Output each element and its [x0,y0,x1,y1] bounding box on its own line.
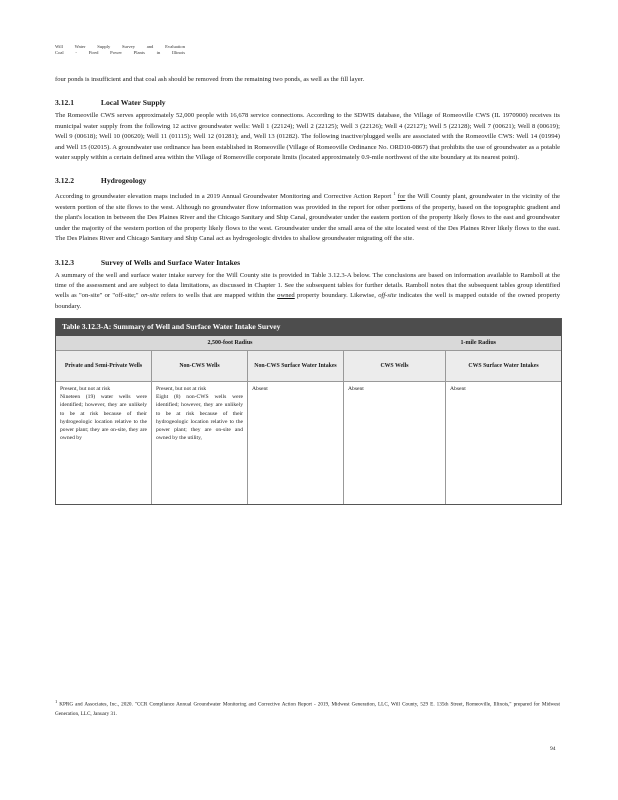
survey-italic-on-site: on-site [140,292,159,300]
column-header-non-cws-wells: Non-CWS Wells [152,351,248,381]
local-water-supply-paragraph: The Romeoville CWS serves approximately 52,000 people with 16,678 service connections. According to the SDWIS database, the Village of Romeoville CWS (IL 1970900) receives its municipal water supply from the following 12 active groundwater wells: Well 1 (22124); Well 2 (22125); Well 3 (22126); Well 4 (22127); Well 5 (22128); Well 7 (00621); Well 8 (00619); Well 9 (00618); Well 10 (00620); Well 11 (01115); Well 12 (01281); and, Well 13 (01282). The following inactive/plugged wells are associated with the Romeoville CWS: Well 14 (01994) and Well 15 (02015). A groundwater use ordinance has been established in Romeoville (Village of Romeoville Ordinance No. ORD10-0867) that prohibits the use of groundwater as a potable water supply within a certain defined area within the Village of Romeoville corporate limits (located approximately 0.9-mile northwest of the site boundary at its nearest point). [55,112,560,162]
hydrogeology-text-a: According to groundwater elevation maps included in a 2019 Annual Groundwater Monitoring and Corrective Action Report [55,193,392,201]
footnote-reference[interactable]: 1 [393,191,396,197]
header-line-1: Will Water Supply Survey and Evaluation [55,44,185,49]
hydrogeology-text-c: the Will County plant, groundwater in the vicinity of the western portion of the site flows to the west. Although no groundwater flow information was provided in the report for other portions of the property, based on the topographic gradient and the plant's location in between the Des Plaines River and the Chicago Sanitary and Ship Canal, groundwater under the eastern portion of the property likely flows to the east and groundwater under the majority of the western portion of the property likely flows to the west. Groundwater under the small area of the site located west of the Des Plaines River likely flows to the east. The Des Plaines River and Chicago Sanitary and Ship Canal act as hydrogeologic divides to shallow groundwater migrating off the site. [55,193,560,243]
footnote [55,697,560,719]
header-line-2: Coal - Fired Power Plants in Illinois [55,50,185,55]
column-header-private-wells: Private and Semi-Private Wells [56,351,152,381]
column-header-non-cws-intakes: Non-CWS Surface Water Intakes [248,351,344,381]
hydrogeology-paragraph [55,189,560,244]
table-column-header-row [56,350,561,382]
summary-table [55,318,562,505]
table-cell-non-cws-wells: Present, but not at risk Eight (8) non-CWS wells were identified; however, they are unlikely to be at risk because of their hydrogeologic location relative to the power plant; they are on-site and owned by the utility, [152,382,248,504]
section-title: Survey of Wells and Surface Water Intakes [100,257,241,267]
group-header-2500-foot: 2,500-foot Radius [207,340,253,347]
column-header-cws-intakes: CWS Surface Water Intakes [468,363,539,370]
running-header [55,44,560,56]
survey-italic-off-site: off-site [378,292,397,300]
section-number: 3.12.3 [55,257,74,267]
table-row [56,382,561,504]
table-group-header-row [56,336,561,350]
survey-text-7: indicates the well is mapped outside of the owned property boundary. [55,292,561,310]
column-header-cws-wells: CWS Wells [344,351,446,381]
table-cell-cws-wells: Absent [344,382,446,504]
survey-text-5: property boundary. Likewise, [297,292,376,300]
section-title: Local Water Supply [100,98,166,108]
section-heading-hydrogeology [55,176,560,186]
table-cell-private-wells: Present, but not at risk Nineteen (19) water wells were identified; however, they are unlikely to be at risk because of their hydrogeologic location relative to the power plant; they are on-site, they are owned by [56,382,152,504]
document-page [55,44,560,505]
table-cell-cws-intakes: Absent [450,386,466,393]
group-header-1-mile: 1-mile Radius [460,340,496,347]
section-number: 3.12.2 [55,176,74,186]
section-heading-survey [55,258,560,268]
hydrogeology-underlined-word: for [397,193,406,201]
survey-text-1: A summary of the well and surface water intake survey for the Will County site is provided in Table 3.12.3-A below. The conclusions are based on information available to Ramboll at the time of the assessment and are subject to data limitations, as discussed in Chapter 1. See the subsequent tables for further details. Ramboll notes that the subsequent tables group identified wells as "on-site" or "off-site;" [55,271,560,300]
footnote-text: KPRG and Associates, Inc., 2020. "CCR Compliance Annual Groundwater Monitoring and Corrective Action Report - 2019, Midwest Generation, LLC, Will County, 529 E. 135th Street, Romeoville, Illinois," prepared for Midwest Generation, LLC, January 31. [55,701,560,717]
survey-paragraph [55,271,560,313]
section-title: Hydrogeology [100,176,147,186]
page-number: 94 [550,746,556,752]
intro-paragraph: four ponds is insufficient and that coal ash should be removed from the remaining two ponds, as well as the fill layer. [55,76,365,83]
table-title: Table 3.12.3-A: Summary of Well and Surface Water Intake Survey [56,319,561,336]
table-cell-non-cws-intakes: Absent [248,382,344,504]
survey-underlined-owned: owned [277,292,295,300]
section-number: 3.12.1 [55,98,74,108]
survey-text-3: refers to wells that are mapped within the [161,292,275,300]
footnote-marker: 1 [55,699,58,704]
section-heading-local-water-supply [55,98,560,108]
